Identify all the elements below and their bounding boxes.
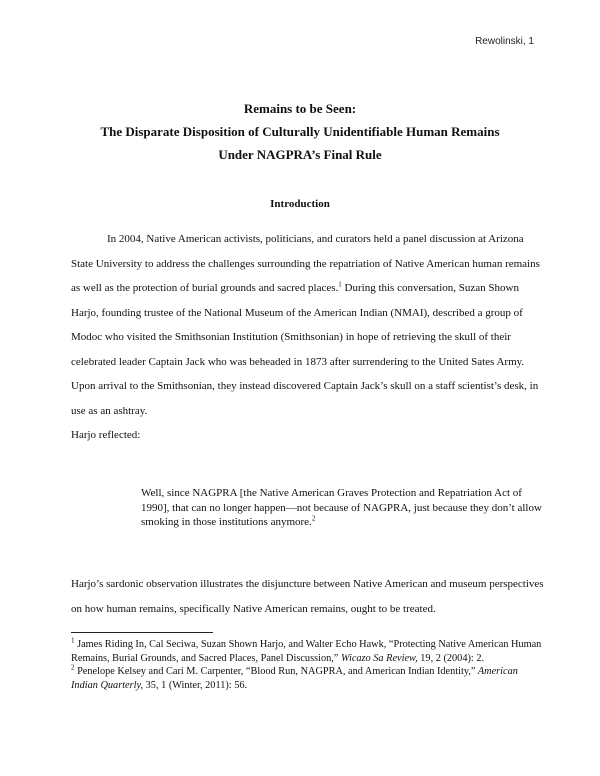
paragraph-1 xyxy=(71,227,546,423)
title-line-1: Remains to be Seen: xyxy=(243,101,357,116)
footnote-2-number: 2 xyxy=(71,663,75,672)
title-line-2: The Disparate Disposition of Culturally Unidentifiable Human Remains xyxy=(100,124,500,139)
footnote-2-text-b: 35, 1 (Winter, 2011): 56. xyxy=(143,679,248,691)
footnote-ref-2[interactable]: 2 xyxy=(311,514,316,523)
body-paragraph-1 xyxy=(71,227,546,448)
footnote-1 xyxy=(71,638,546,665)
footnotes xyxy=(71,638,546,692)
footnote-2 xyxy=(71,665,546,692)
footnote-1-text-a: James Riding In, Cal Seciwa, Suzan Shown Harjo, and Walter Echo Hawk, “Protecting Native American Human Remains, Burial Grounds, and Sacred Places, Panel Discussion,” xyxy=(71,639,542,664)
footnote-ref-1[interactable]: 1 xyxy=(338,280,342,289)
paragraph-1-lead-out: Harjo reflected: xyxy=(71,429,141,441)
footnote-divider xyxy=(71,632,213,633)
body-paragraph-2: Harjo’s sardonic observation illustrates the disjuncture between Native American and museum perspectives on how human remains, specifically Native American remains, ought to be treated. xyxy=(71,578,544,615)
footnote-1-number: 1 xyxy=(71,636,75,645)
section-heading: Introduction xyxy=(270,198,330,210)
footnote-2-text-a: Penelope Kelsey and Cari M. Carpenter, “Blood Run, NAGPRA, and American Indian Identity,” xyxy=(74,666,476,677)
block-quote xyxy=(141,486,546,530)
paragraph-1-text-b: During this conversation, Suzan Shown Harjo, founding trustee of the National Museum of the American Indian (NMAI), described a group of Modoc who visited the Smithsonian Institution (Smithsonian) in hope of retrieving the skull of their celebrated leader Captain Jack who was beheaded in 1873 after surrendering to the United Sates Army. Upon arrival to the Smithsonian, they instead discovered Captain Jack’s skull on a staff scientist’s desk, in use as an ashtray. xyxy=(71,282,539,417)
title-line-3: Under NAGPRA’s Final Rule xyxy=(218,147,382,162)
footnote-1-text-b: 19, 2 (2004): 2. xyxy=(417,652,485,664)
footnote-1-journal: Wicazo Sa Review, xyxy=(338,652,418,664)
paragraph-1-text-a: In 2004, Native American activists, politicians, and curators held a panel discussion at Arizona State University to address the challenges surrounding the repatriation of Native American human remains as well as the protection of burial grounds and sacred places. xyxy=(71,233,540,294)
footnote-2-journal: American Indian Quarterly, xyxy=(71,666,518,691)
running-head: Rewolinski, 1 xyxy=(475,36,534,47)
block-quote-text: Well, since NAGPRA [the Native American Graves Protection and Repatriation Act of 1990], that can no longer happen—not because of NAGPRA, just because they don’t allow smoking in those institutions anymore. xyxy=(141,487,542,528)
